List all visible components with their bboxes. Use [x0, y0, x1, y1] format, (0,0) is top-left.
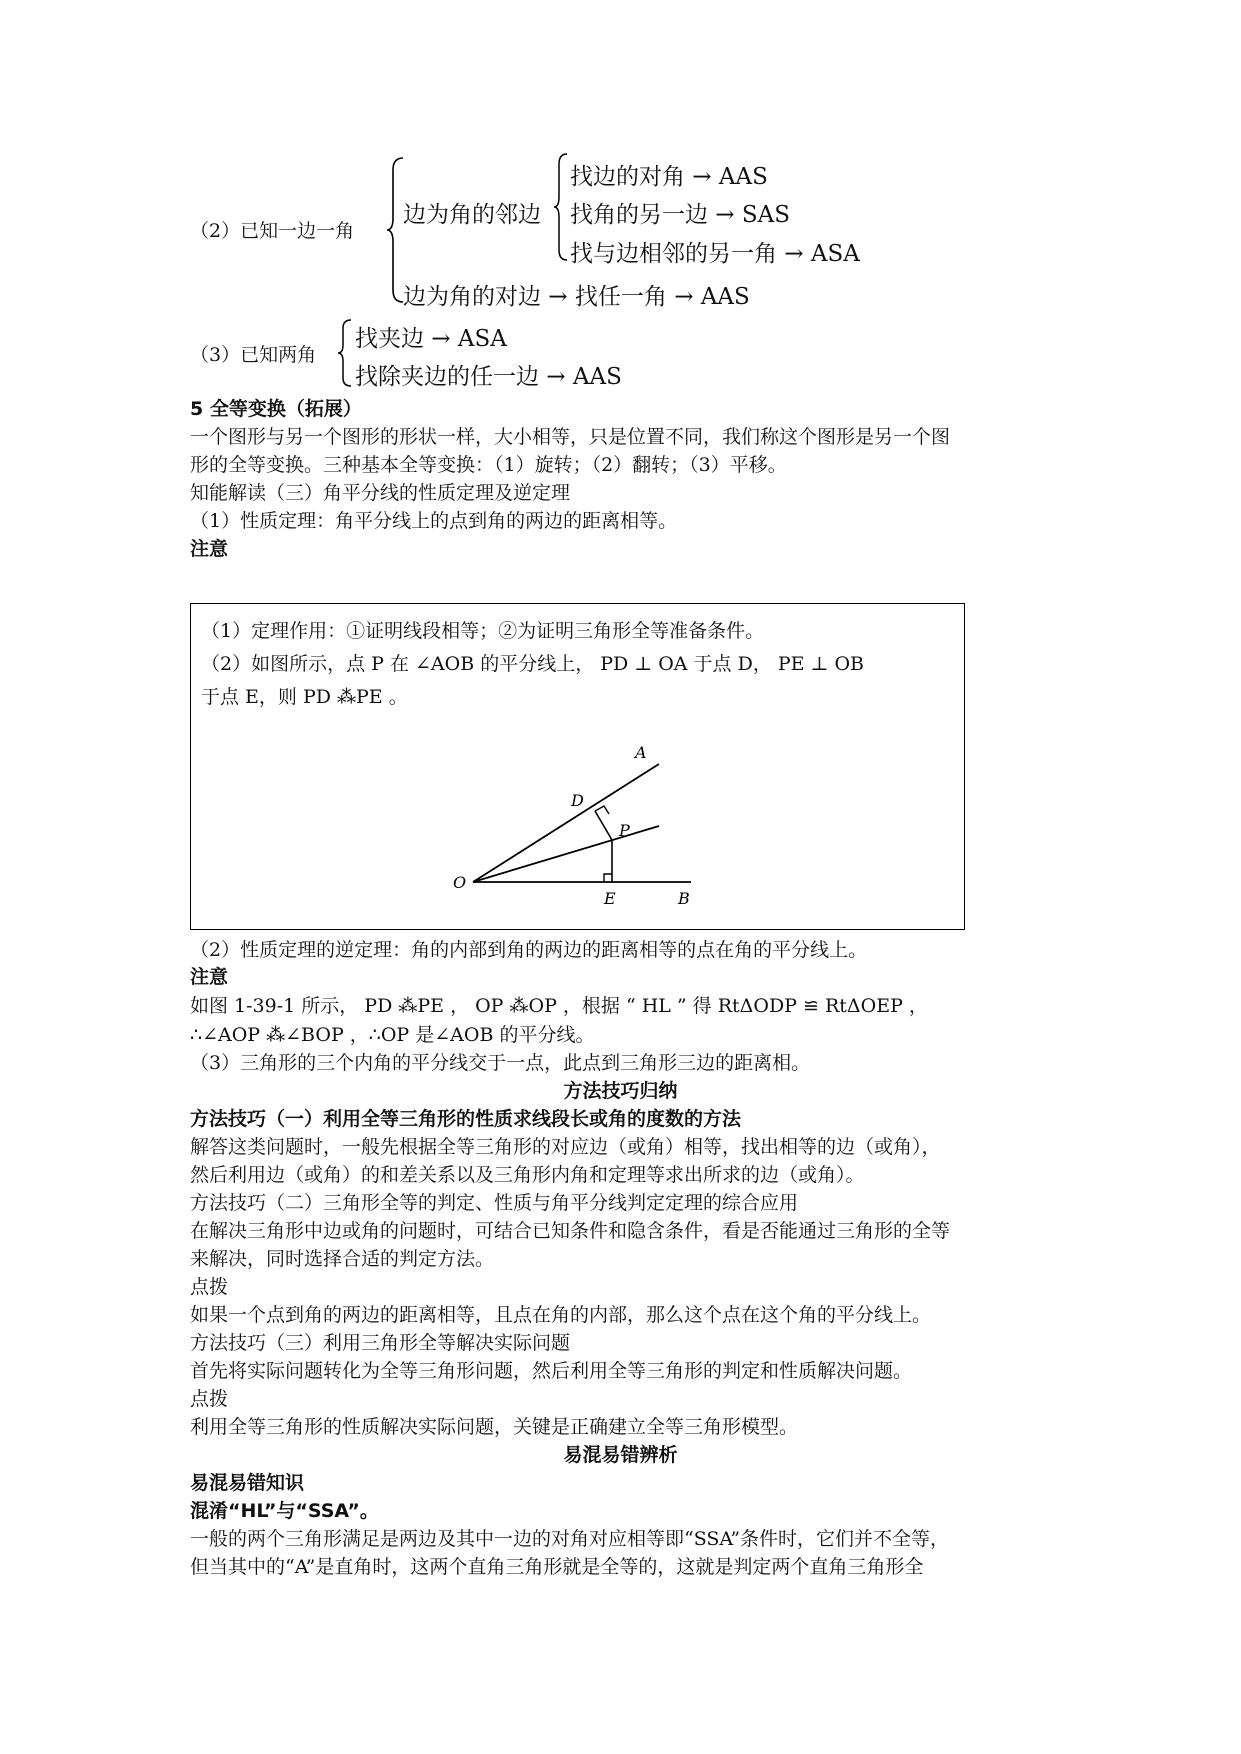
paragraph-line: （3）三角形的三个内角的平分线交于一点，此点到三角形三边的距离相。: [190, 1052, 811, 1074]
paragraph-line: 形的全等变换。三种基本全等变换：（1）旋转；（2）翻转；（3）平移。: [190, 454, 787, 476]
paragraph-line: 在解决三角形中边或角的问题时，可结合已知条件和隐含条件，看是否能通过三角形的全等: [190, 1220, 951, 1242]
tree2-a3: 找与边相邻的另一角 → ASA: [570, 241, 860, 267]
paragraph-line: 如图 1-39-1 所示， PD ⁂PE ， OP ⁂OP ，根据 “ HL ” 得 RtΔODP ≌ RtΔOEP ，: [190, 995, 928, 1017]
note-box: [190, 603, 965, 930]
subsection-heading: 混淆“HL”与“SSA”。: [190, 1500, 379, 1522]
box-line: 于点 E，则 PD ⁂PE 。: [201, 686, 408, 708]
label-p: P: [619, 821, 630, 840]
subsection-heading: 知能解读（三）角平分线的性质定理及逆定理: [190, 482, 571, 504]
right-angle-mark-e: [604, 874, 612, 882]
ray-op: [473, 826, 659, 882]
label-a: A: [635, 743, 647, 762]
tree2-label: （2）已知一边一角: [190, 220, 355, 242]
paragraph-line: 一般的两个三角形满足是两边及其中一边的对角对应相等即“SSA”条件时，它们并不全等，: [190, 1528, 950, 1550]
tip-label: 点拨: [190, 1276, 229, 1298]
section-title: 方法技巧归纳: [563, 1080, 678, 1102]
section-heading: 5 全等变换（拓展）: [190, 398, 362, 420]
paragraph-line: 解答这类问题时，一般先根据全等三角形的对应边（或角）相等，找出相等的边（或角），: [190, 1136, 941, 1158]
box-line: （1）定理作用：①证明线段相等；②为证明三角形全等准备条件。: [201, 620, 765, 642]
box-line: （2）如图所示，点 P 在 ∠AOB 的平分线上， PD ⊥ OA 于点 D， PE ⊥ OB: [201, 653, 865, 675]
paragraph-line: （1）性质定理：角平分线上的点到角的两边的距离相等。: [190, 510, 678, 532]
paragraph-line: 但当其中的“A”是直角时，这两个直角三角形就是全等的，这就是判定两个直角三角形全: [190, 1556, 924, 1578]
tree3-b2: 找除夹边的任一边 → AAS: [355, 364, 622, 390]
paragraph-line: 首先将实际问题转化为全等三角形问题，然后利用全等三角形的判定和性质解决问题。: [190, 1360, 913, 1382]
label-b: B: [678, 889, 690, 908]
tree2-a1: 找边的对角 → AAS: [570, 164, 768, 190]
label-e: E: [604, 889, 616, 908]
method-heading: 方法技巧（二）三角形全等的判定、性质与角平分线判定定理的综合应用: [190, 1192, 799, 1214]
ray-oa: [473, 764, 659, 882]
brace-icon: [336, 318, 354, 388]
tree3-b1: 找夹边 → ASA: [355, 326, 507, 352]
paragraph-line: 利用全等三角形的性质解决实际问题，关键是正确建立全等三角形模型。: [190, 1416, 799, 1438]
tree2-branch-a: 边为角的邻边: [403, 202, 541, 228]
note-label: 注意: [190, 538, 229, 560]
paragraph-line: （2）性质定理的逆定理：角的内部到角的两边的距离相等的点在角的平分线上。: [190, 939, 868, 961]
paragraph-line: 一个图形与另一个图形的形状一样，大小相等，只是位置不同，我们称这个图形是另一个图: [190, 426, 951, 448]
paragraph-line: 然后利用边（或角）的和差关系以及三角形内角和定理等求出所求的边（或角）。: [190, 1164, 865, 1186]
angle-bisector-figure: [191, 604, 964, 929]
label-o: O: [453, 873, 467, 892]
right-angle-mark-d: [595, 806, 609, 814]
section-title: 易混易错辨析: [563, 1444, 678, 1466]
tip-label: 点拨: [190, 1388, 229, 1410]
tree2-branch-b: 边为角的对边 → 找任一角 → AAS: [403, 284, 750, 310]
paragraph-line: ∴∠AOP ⁂∠BOP ，∴OP 是∠AOB 的平分线。: [190, 1024, 595, 1046]
label-d: D: [571, 791, 584, 810]
subsection-heading: 易混易错知识: [190, 1472, 305, 1494]
tree3-label: （3）已知两角: [190, 344, 317, 366]
note-label: 注意: [190, 966, 229, 988]
paragraph-line: 来解决，同时选择合适的判定方法。: [190, 1248, 495, 1270]
method-heading: 方法技巧（三）利用三角形全等解决实际问题: [190, 1332, 571, 1354]
method-heading: 方法技巧（一）利用全等三角形的性质求线段长或角的度数的方法: [190, 1108, 742, 1130]
tree2-a2: 找角的另一边 → SAS: [570, 202, 791, 228]
segment-pd: [595, 811, 612, 840]
paragraph-line: 如果一个点到角的两边的距离相等，且点在角的内部，那么这个点在这个角的平分线上。: [190, 1304, 932, 1326]
brace-icon: [552, 152, 570, 262]
